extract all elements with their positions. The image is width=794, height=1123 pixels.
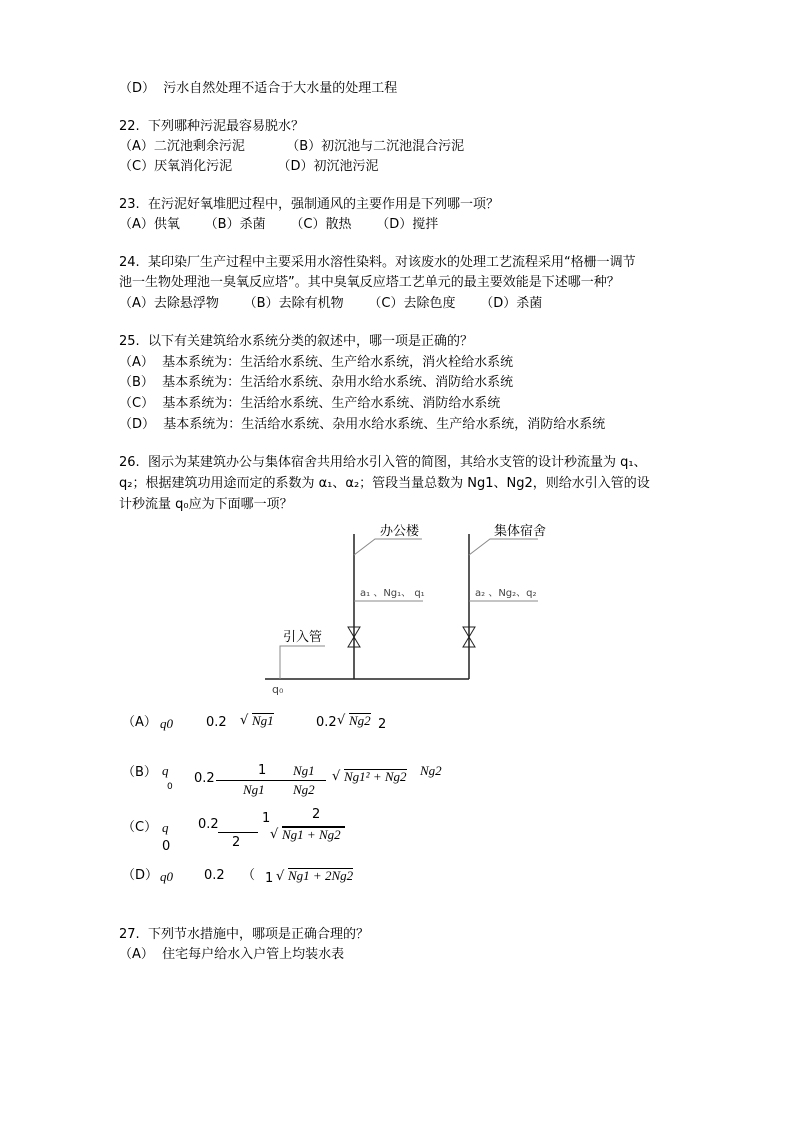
q25-stem: 25. 以下有关建筑给水系统分类的叙述中，哪一项是正确的？ [119,334,473,349]
d-one: 1 [265,871,274,886]
q25-option-b: （B） 基本系统为：生活给水系统、杂用水给水系统、消防给水系统 [119,375,514,390]
inlet-label: 引入管 [283,630,323,645]
d-radicand: Ng1 + 2Ng2 [288,868,354,883]
c-num: 1 [262,811,271,826]
q27-stem: 27. 下列节水措施中，哪项是正确合理的？ [119,927,369,942]
q24-stem-1: 24. 某印染厂生产过程中主要采用水溶性染料。对该废水的处理工艺流程采用“格栅一调节 [119,255,636,270]
option-b-label: （B） [122,765,157,780]
a-lhs: q0 [160,716,173,731]
q25-option-a: （A） 基本系统为：生活给水系统、生产给水系统，消火栓给水系统 [119,355,514,370]
q26-stem-2: q₂；根据建筑功用途而定的系数为 α₁、α₂；管段当量总数为 Ng1、Ng2，则给水引入管的设 [119,476,650,491]
sqrt-icon: √ [270,827,279,842]
a-tail: 2 [378,717,387,732]
q22-options-cd: （C）厌氧消化污泥 （D）初沉池污泥 [119,159,379,174]
q23-options: （A）供氧 （B）杀菌 （C）散热 （D）搅拌 [119,217,439,232]
b-coef: 0.2 [194,771,215,786]
sqrt-icon: √ [337,713,346,728]
c-sup: 2 [312,807,321,822]
q25-option-d: （D） 基本系统为：生活给水系统、杂用水给水系统、生产给水系统，消防给水系统 [119,417,606,432]
sqrt-icon: √ [332,769,341,784]
office-label: 办公楼 [380,524,420,539]
d-lhs: q0 [160,869,173,884]
b-den1: Ng1 [243,782,265,797]
a-coef2: 0.2 [316,715,337,730]
q24-stem-2: 池一生物处理池一臭氧反应塔”。其中臭氧反应塔工艺单元的最主要效能是下述哪一种？ [119,275,620,290]
q22-options-ab: （A）二沉池剩余污泥 （B）初沉池与二沉池混合污泥 [119,139,465,154]
option-d-label: （D） [122,868,159,883]
c-lhs: q [162,820,169,835]
dorm-label: 集体宿舍 [494,524,547,539]
a-radicand2: Ng2 [349,713,371,728]
q26-stem-3: 计秒流量 q₀应为下面哪一项？ [119,497,293,512]
q24-options: （A）去除悬浮物 （B）去除有机物 （C）去除色度 （D）杀菌 [119,296,543,311]
b-num2: Ng1 [293,763,315,778]
sqrt-icon: √ [240,713,249,728]
c-sub: 0 [162,839,171,854]
q22-stem: 22. 下列哪种污泥最容易脱水？ [119,119,304,134]
q26-stem-1: 26. 图示为某建筑办公与集体宿舍共用给水引入管的简图，其给水支管的设计秒流量为 q₁、 [119,455,647,470]
c-den: 2 [232,835,241,850]
c-radicand: Ng1 + Ng2 [282,826,345,842]
b-lhs: q [162,763,169,778]
d-coef: 0.2 [204,868,225,883]
q25-option-c: （C） 基本系统为：生活给水系统、生产给水系统、消防给水系统 [119,396,501,411]
branch2-label: a₂ 、Ng₂、q₂ [475,588,537,599]
b-num1: 1 [258,763,267,778]
q0-label: q₀ [272,683,284,695]
b-sub: 0 [167,782,173,792]
q21-option-d: （D） 污水自然处理不适合于大水量的处理工程 [119,81,398,96]
b-tail: Ng2 [420,763,442,778]
a-coef1: 0.2 [206,715,227,730]
pipe-diagram [260,515,560,695]
option-c-label: （C） [122,820,158,835]
b-den2: Ng2 [293,782,315,797]
q23-stem: 23. 在污泥好氧堆肥过程中，强制通风的主要作用是下列哪一项？ [119,197,499,212]
a-radicand1: Ng1 [252,713,274,728]
b-radicand: Ng1² + Ng2 [344,769,407,784]
branch1-label: a₁ 、Ng₁、 q₁ [360,588,425,599]
c-coef: 0.2 [198,817,219,832]
d-paren: （ [242,868,256,883]
sqrt-icon: √ [276,869,285,884]
q27-option-a: （A） 住宅每户给水入户管上均装水表 [119,947,345,962]
option-a-label: （A） [122,715,157,730]
